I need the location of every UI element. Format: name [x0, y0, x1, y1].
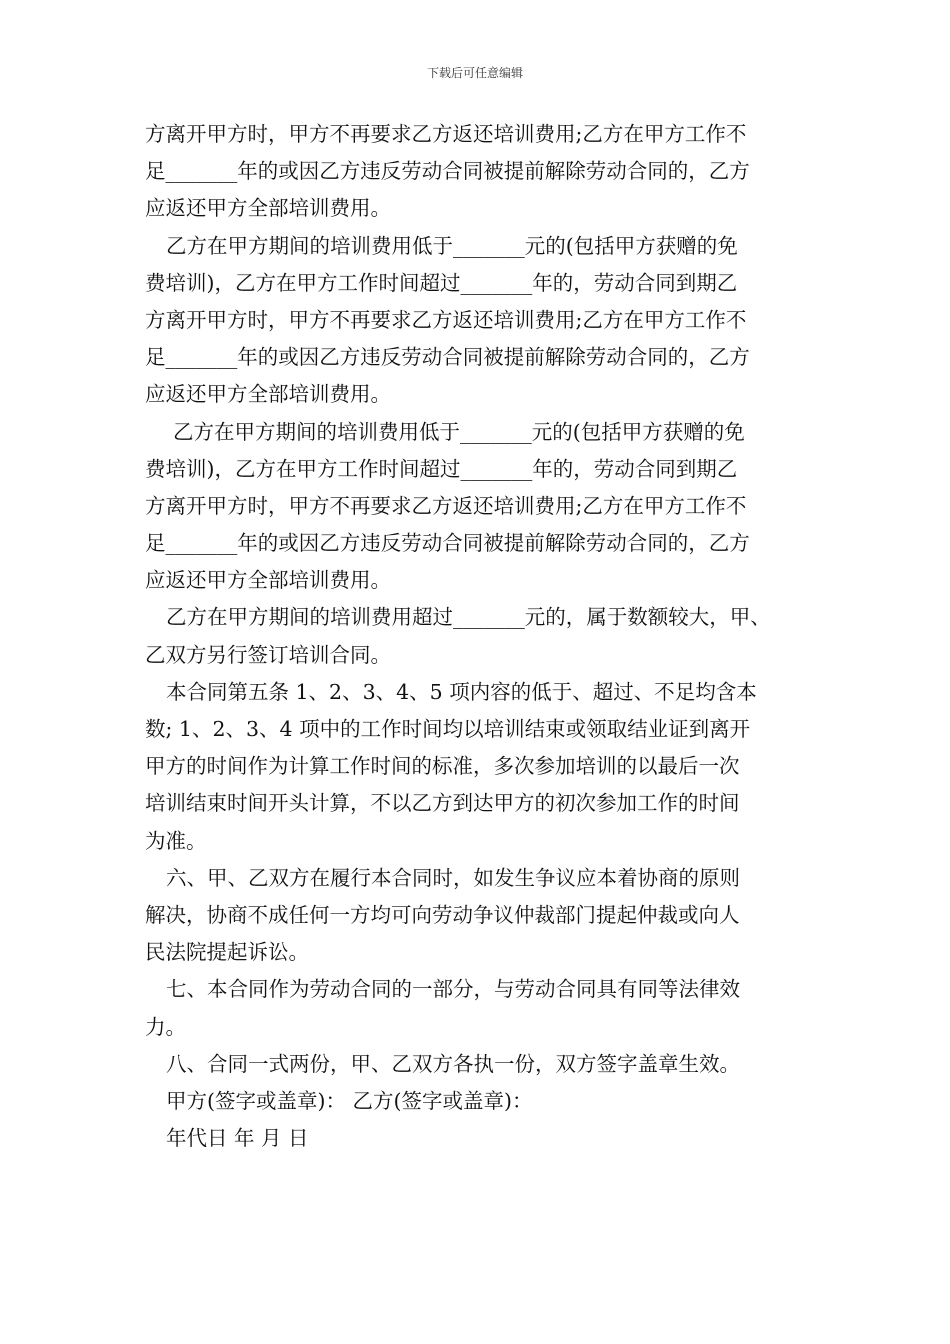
text-line: 乙方在甲方期间的培训费用低于_______元的(包括甲方获赠的免	[166, 233, 738, 258]
text-line: 方离开甲方时，甲方不再要求乙方返还培训费用;乙方在甲方工作不	[145, 307, 747, 332]
text-line: 方离开甲方时，甲方不再要求乙方返还培训费用;乙方在甲方工作不	[145, 493, 747, 518]
text-line: 甲方的时间作为计算工作时间的标准，多次参加培训的以最后一次	[145, 754, 740, 779]
text-line: 甲方(签字或盖章)： 乙方(签字或盖章)：	[166, 1088, 533, 1113]
text-line: 力。	[145, 1014, 186, 1039]
text-line: 数; 1、2、3、4 项中的工作时间均以培训结束或领取结业证到离开	[145, 717, 751, 741]
text-line: 解决，协商不成任何一方均可向劳动争议仲裁部门提起仲裁或向人	[145, 902, 740, 927]
text-line: 七、本合同作为劳动合同的一部分，与劳动合同具有同等法律效	[166, 977, 740, 1002]
text-line: 应返还甲方全部培训费用。	[145, 568, 391, 593]
text-line: 乙方在甲方期间的培训费用超过_______元的，属于数额较大，甲、	[166, 605, 771, 630]
text-line: 六、甲、乙双方在履行本合同时，如发生争议应本着协商的原则	[166, 865, 740, 890]
text-line: 本合同第五条 1、2、3、4、5 项内容的低于、超过、不足均含本	[166, 679, 757, 704]
text-line: 足_______年的或因乙方违反劳动合同被提前解除劳动合同的，乙方	[145, 345, 750, 370]
text-line: 为准。	[145, 828, 207, 853]
text-line: 应返还甲方全部培训费用。	[145, 382, 391, 407]
text-line: 费培训)，乙方在甲方工作时间超过_______年的，劳动合同到期乙	[145, 270, 738, 295]
text-line: 八、合同一式两份，甲、乙双方各执一份，双方签字盖章生效。	[166, 1051, 740, 1076]
page-header: 下载后可任意编辑	[426, 66, 523, 80]
text-line: 足_______年的或因乙方违反劳动合同被提前解除劳动合同的，乙方	[145, 159, 750, 184]
document-body	[145, 116, 815, 1157]
text-line: 乙双方另行签订培训合同。	[145, 642, 391, 667]
text-line: 年代日 年 月 日	[166, 1126, 309, 1151]
text-line: 方离开甲方时，甲方不再要求乙方返还培训费用;乙方在甲方工作不	[145, 122, 747, 146]
text-line: 乙方在甲方期间的培训费用低于_______元的(包括甲方获赠的免	[173, 419, 745, 444]
text-line: 民法院提起诉讼。	[145, 940, 309, 965]
text-line: 费培训)，乙方在甲方工作时间超过_______年的，劳动合同到期乙	[145, 456, 738, 481]
text-line: 应返还甲方全部培训费用。	[145, 196, 391, 221]
text-line: 培训结束时间开头计算，不以乙方到达甲方的初次参加工作的时间	[145, 791, 740, 816]
text-line: 足_______年的或因乙方违反劳动合同被提前解除劳动合同的，乙方	[145, 531, 750, 556]
